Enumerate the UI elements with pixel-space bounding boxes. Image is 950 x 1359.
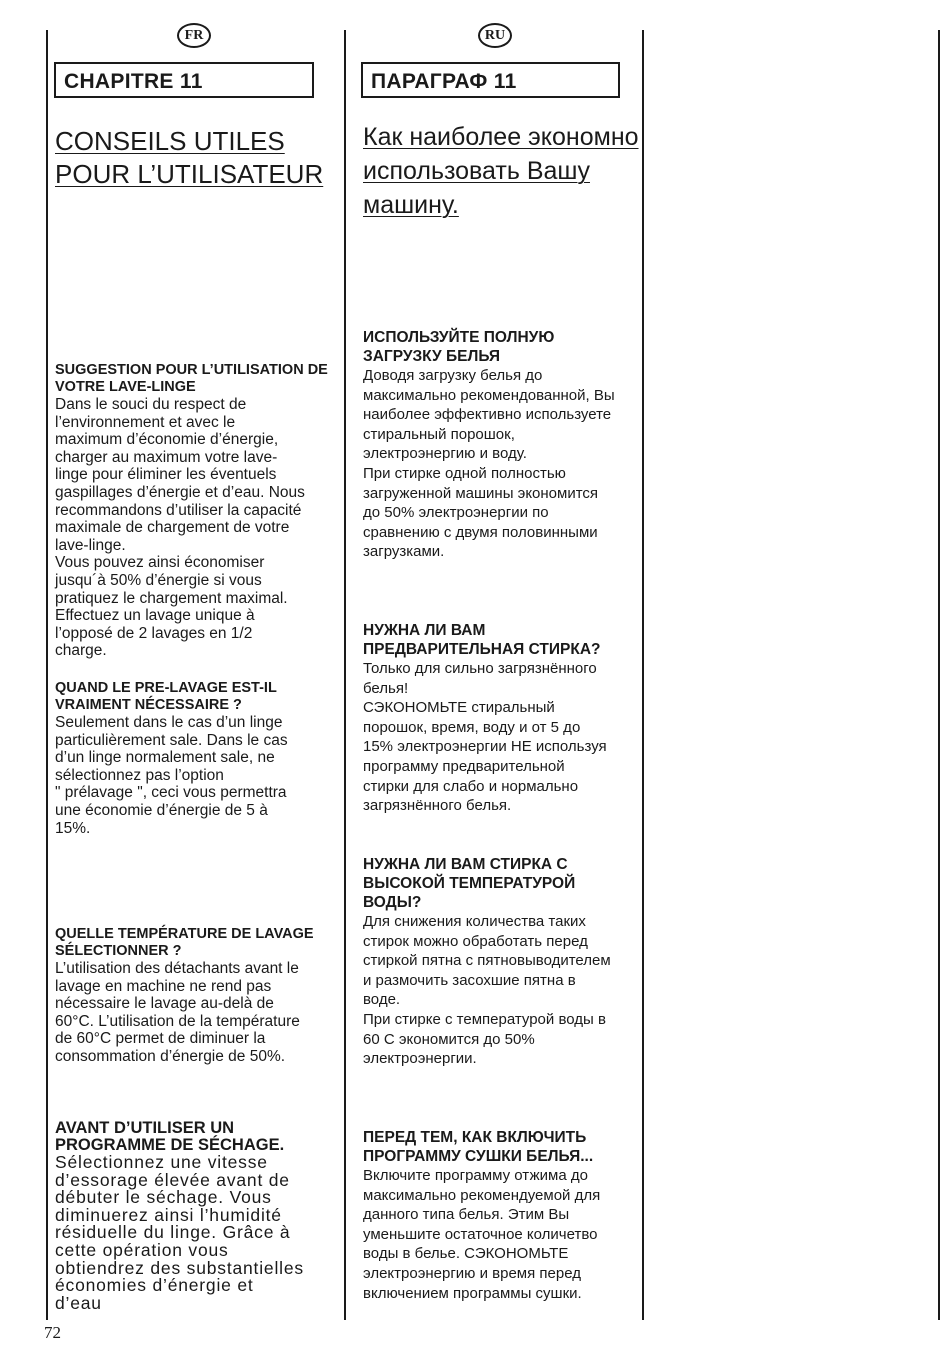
section-body: Seulement dans le cas d’un linge particulièrement sale. Dans le cas d’un linge normalement sale, ne sélectionnez pas l’option " prélavage ", ceci vous permettra une économie d’énergie de 5 à 15%. <box>55 714 288 837</box>
section-heading: QUAND LE PRE-LAVAGE EST-IL VRAIMENT NÉCESSAIRE ? <box>55 680 277 713</box>
page-title-ru-line2: использовать Вашу <box>363 157 590 185</box>
section-heading: НУЖНА ЛИ ВАМ СТИРКА С ВЫСОКОЙ ТЕМПЕРАТУРОЙ ВОДЫ? <box>363 856 576 911</box>
page-title-ru-line3: машину. <box>363 191 459 219</box>
chapter-heading-ru: ПАРАГРАФ 11 <box>361 62 620 98</box>
section-body: Sélectionnez une vitesse d’essorage élevée avant de débuter le séchage. Vous diminuerez ainsi l’humidité résiduelle du linge. Grâce à cette opération vous obtiendrez des substantielles économies d’énergie et d’eau <box>55 1152 304 1313</box>
section-body: Для снижения количества таких стирок можно обработать перед стиркой пятна с пятновыводителем и размочить засохшие пятна в воде. При стирке с температурой воды в 60 С экономится до 50% электроэнергии. <box>363 913 611 1068</box>
page-title-fr <box>55 125 323 191</box>
section-ru-1 <box>363 328 638 562</box>
language-badge-fr: FR <box>177 23 211 48</box>
page-title-ru-line1: Как наиболее экономно <box>363 123 639 151</box>
section-ru-3 <box>363 855 638 1069</box>
page-title-fr-line1: CONSEILS UTILES <box>55 126 285 156</box>
section-body: Включите программу отжима до максимально рекомендуемой для данного типа белья. Этим Вы уменьшите остаточное количетво воды в белье. СЭКОНОМЬТЕ электроэнергию и время перед включением программы сушки. <box>363 1167 601 1302</box>
column-rule-left <box>46 30 48 1320</box>
page-title-fr-line2: POUR L’UTILISATEUR <box>55 159 324 189</box>
language-badge-ru: RU <box>478 23 512 48</box>
section-heading: SUGGESTION POUR L’UTILISATION DE VOTRE LAVE-LINGE <box>55 362 328 395</box>
section-fr-4 <box>55 1120 343 1312</box>
page-title-ru <box>363 120 639 222</box>
section-heading: QUELLE TEMPÉRATURE DE LAVAGE SÉLECTIONNER ? <box>55 926 314 959</box>
section-body: Доводя загрузку белья до максимально рекомендованной, Вы наиболее эффективно используете стиральный порошок, электроэнергию и воду. При стирке одной полностью загруженной машины экономится до 50% электроэнергии по сравнению с двумя половинными загрузками. <box>363 367 615 561</box>
column-rule-edge <box>938 30 940 1320</box>
section-heading: ПЕРЕД ТЕМ, КАК ВКЛЮЧИТЬ ПРОГРАММУ СУШКИ БЕЛЬЯ... <box>363 1129 594 1165</box>
chapter-heading-fr: CHAPITRE 11 <box>54 62 314 98</box>
section-body: Dans le souci du respect de l’environnement et avec le maximum d’économie d’énergie, charger au maximum votre lave- linge pour éliminer les éventuels gaspillages d’énergie et d’eau. Nous recommandons d’utiliser la capacité maximale de chargement de votre lave-linge. Vous pouvez ainsi économiser jusqu´à 50% d’énergie si vous pratiquez le chargement maximal. Effectuez un lavage unique à l’opposé de 2 lavages en 1/2 charge. <box>55 396 305 660</box>
section-fr-1 <box>55 362 340 660</box>
section-heading: НУЖНА ЛИ ВАМ ПРЕДВАРИТЕЛЬНАЯ СТИРКА? <box>363 622 601 658</box>
section-ru-4 <box>363 1128 638 1303</box>
column-rule-middle <box>344 30 346 1320</box>
section-heading: AVANT D’UTILISER UN PROGRAMME DE SÉCHAGE. <box>55 1119 285 1154</box>
section-fr-3 <box>55 926 340 1066</box>
section-heading: ИСПОЛЬЗУЙТЕ ПОЛНУЮ ЗАГРУЗКУ БЕЛЬЯ <box>363 329 555 365</box>
page-number: 72 <box>44 1323 61 1342</box>
section-body: Только для сильно загрязнённого белья! СЭКОНОМЬТЕ стиральный порошок, время, воду и от 5 до 15% электроэнергии НЕ используя программу предварительной стирки для слабо и нормально загрязнённого белья. <box>363 660 607 815</box>
section-body: L’utilisation des détachants avant le lavage en machine ne rend pas nécessaire le lavage au-delà de 60°C. L’utilisation de la température de 60°C permet de diminuer la consommation d’énergie de 50%. <box>55 960 300 1065</box>
section-ru-2 <box>363 621 638 816</box>
column-rule-right <box>642 30 644 1320</box>
section-fr-2 <box>55 680 340 837</box>
